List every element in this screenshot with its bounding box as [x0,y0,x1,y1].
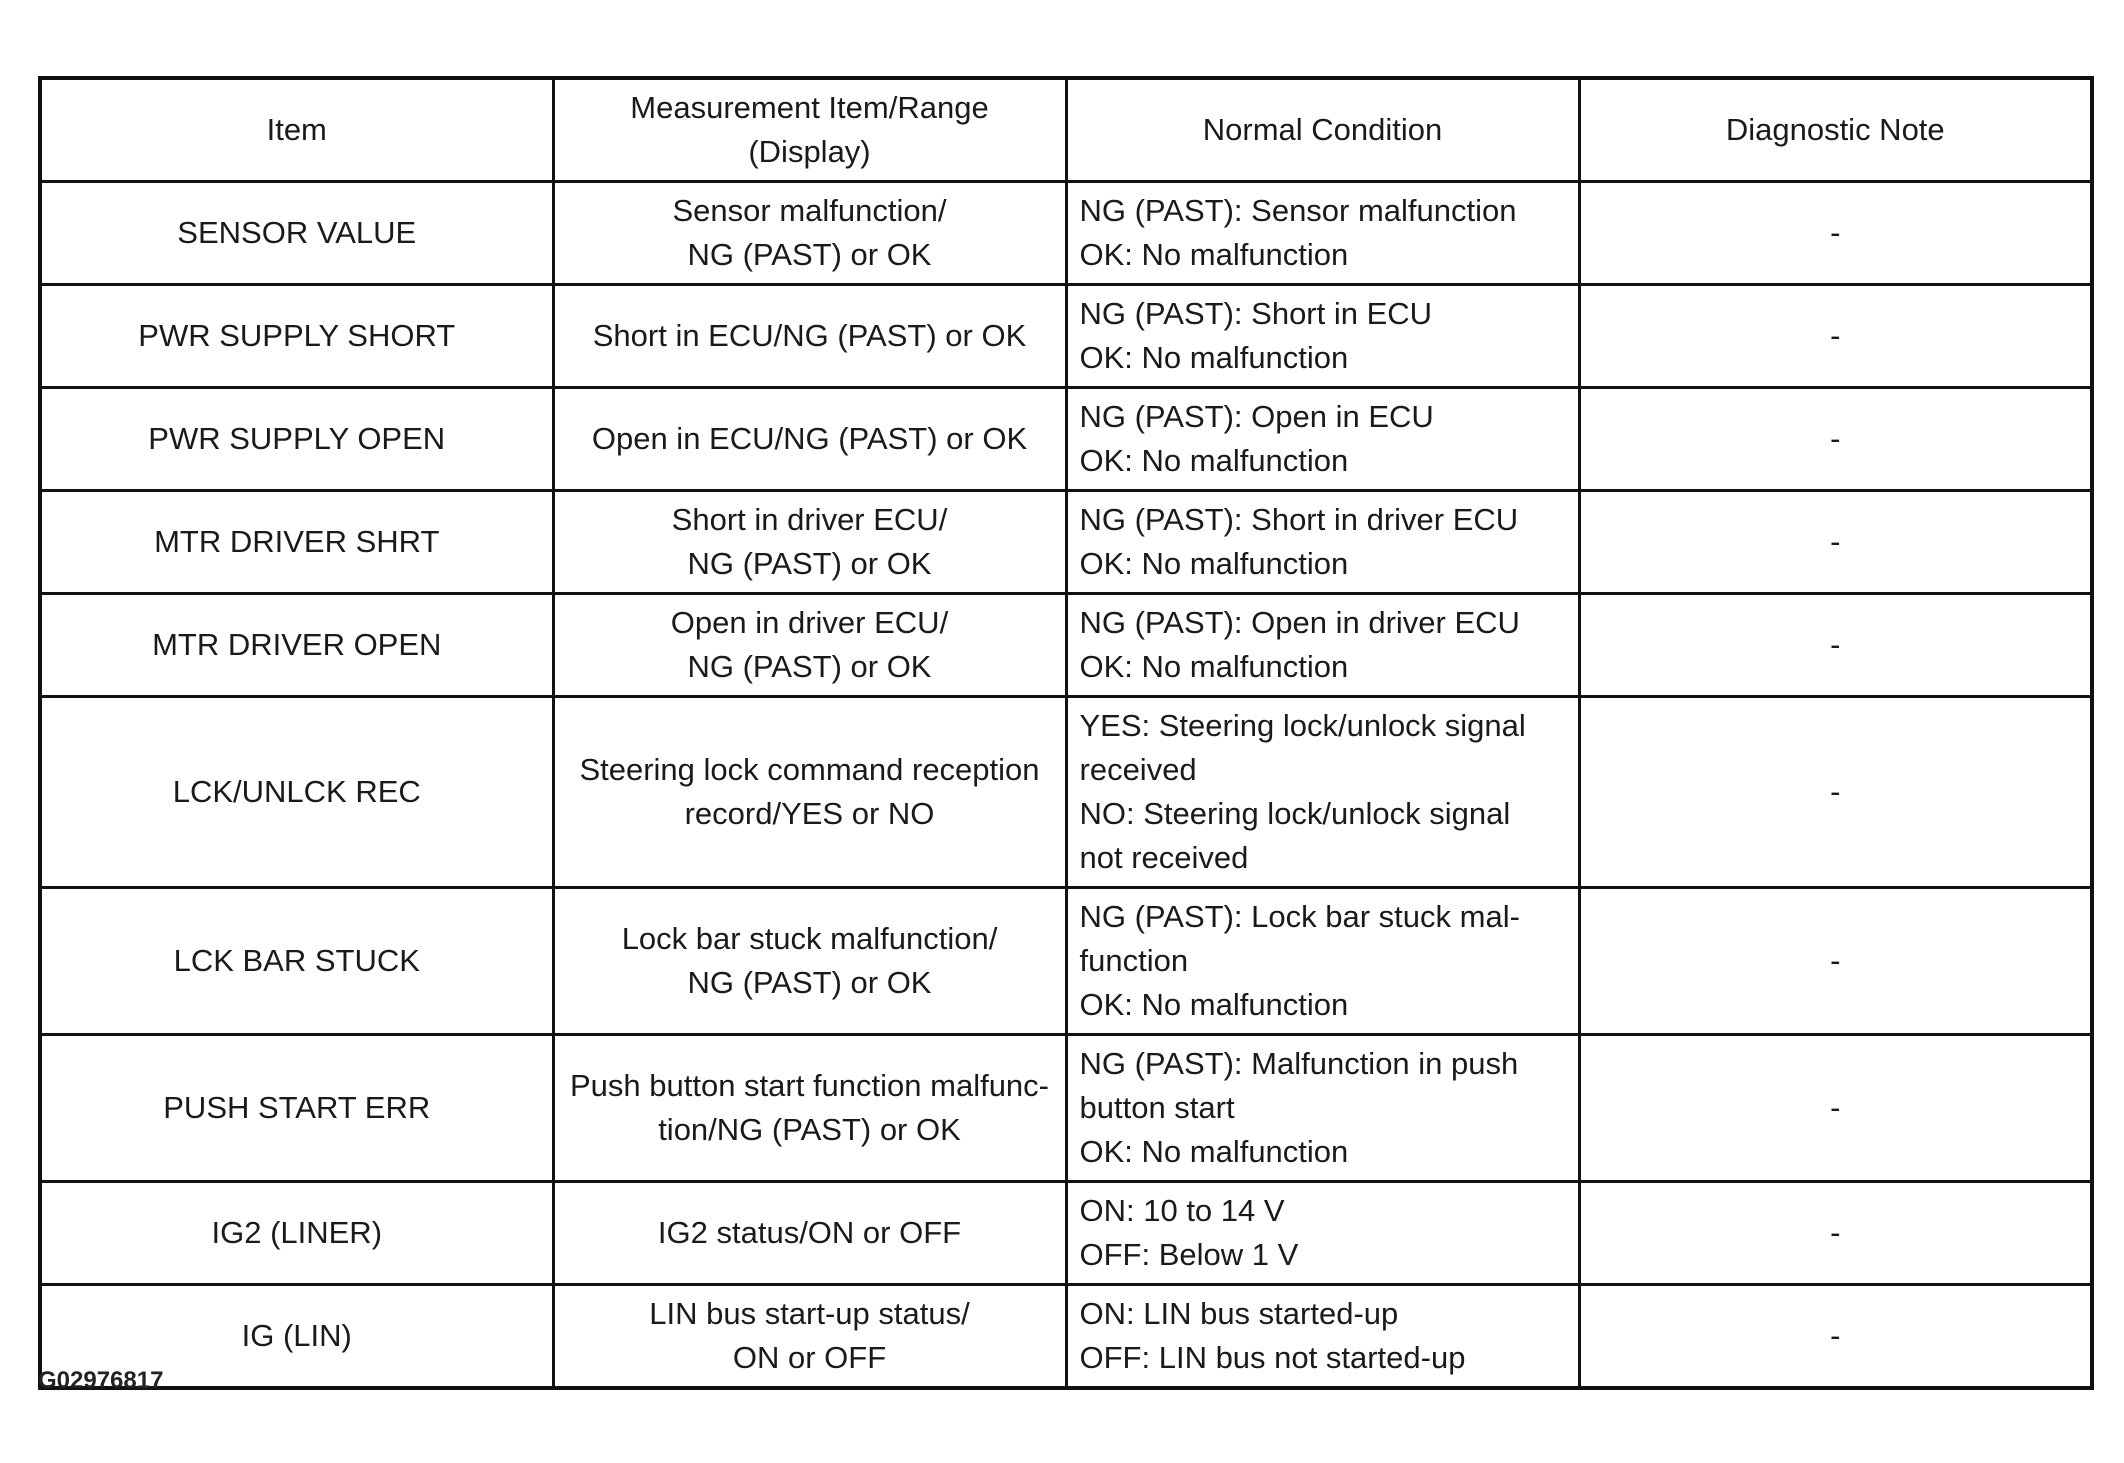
measurement-line: IG2 status/ON or OFF [657,1215,962,1250]
normal-condition-line: not received [1079,840,1249,875]
cell-measurement [553,594,1066,697]
cell-item: MTR DRIVER OPEN [40,594,553,697]
normal-condition-line: button start [1079,1090,1235,1125]
cell-diagnostic-note: - [1579,594,2092,697]
cell-normal-condition [1066,1182,1579,1285]
normal-condition-line: OK: No malfunction [1079,1134,1349,1169]
cell-normal-condition [1066,697,1579,888]
measurement-line: NG (PAST) or OK [687,649,932,684]
cell-diagnostic-note: - [1579,182,2092,285]
normal-condition-line: OK: No malfunction [1079,340,1349,375]
cell-item: MTR DRIVER SHRT [40,491,553,594]
measurement-line: Lock bar stuck malfunction/ [621,921,998,956]
table-row [40,285,2092,388]
cell-diagnostic-note: - [1579,491,2092,594]
normal-condition-line: NG (PAST): Short in driver ECU [1079,502,1519,537]
cell-measurement [553,1035,1066,1182]
cell-diagnostic-note: - [1579,285,2092,388]
cell-diagnostic-note: - [1579,1035,2092,1182]
cell-diagnostic-note: - [1579,388,2092,491]
table-body [40,182,2092,1389]
figure-id: G02976817 [38,1367,164,1394]
normal-condition-line: NG (PAST): Malfunction in push [1079,1046,1519,1081]
cell-diagnostic-note: - [1579,1285,2092,1389]
normal-condition-line: OK: No malfunction [1079,443,1349,478]
measurement-line: NG (PAST) or OK [687,546,932,581]
normal-condition-line: OK: No malfunction [1079,546,1349,581]
cell-item: LCK BAR STUCK [40,888,553,1035]
table-row [40,697,2092,888]
cell-normal-condition [1066,491,1579,594]
cell-normal-condition [1066,1035,1579,1182]
cell-measurement [553,888,1066,1035]
normal-condition-line: OK: No malfunction [1079,987,1349,1022]
table-row [40,888,2092,1035]
table-row [40,594,2092,697]
diagnostic-data-table [38,76,2094,1390]
measurement-line: Steering lock command reception [579,752,1040,787]
cell-measurement [553,697,1066,888]
header-normal-condition: Normal Condition [1066,78,1579,182]
cell-item: IG2 (LINER) [40,1182,553,1285]
cell-normal-condition [1066,182,1579,285]
cell-normal-condition [1066,285,1579,388]
measurement-line: LIN bus start-up status/ [649,1296,970,1331]
normal-condition-line: OFF: Below 1 V [1079,1237,1299,1272]
cell-item: IG (LIN) [40,1285,553,1389]
normal-condition-line: received [1079,752,1197,787]
measurement-line: ON or OFF [732,1340,887,1375]
measurement-line: Short in driver ECU/ [671,502,948,537]
cell-measurement [553,182,1066,285]
cell-measurement [553,491,1066,594]
normal-condition-line: OFF: LIN bus not started-up [1079,1340,1466,1375]
cell-normal-condition [1066,888,1579,1035]
normal-condition-line: OK: No malfunction [1079,649,1349,684]
header-item: Item [40,78,553,182]
normal-condition-line: OK: No malfunction [1079,237,1349,272]
measurement-line: Sensor malfunction/ [672,193,947,228]
measurement-line: Open in ECU/NG (PAST) or OK [591,421,1028,456]
measurement-line: Push button start function malfunc- [569,1068,1050,1103]
normal-condition-line: NG (PAST): Sensor malfunction [1079,193,1517,228]
normal-condition-line: NG (PAST): Lock bar stuck mal- [1079,899,1520,934]
normal-condition-line: NG (PAST): Open in ECU [1079,399,1434,434]
cell-normal-condition [1066,594,1579,697]
header-measurement: Measurement Item/Range (Display) [553,78,1066,182]
cell-item: SENSOR VALUE [40,182,553,285]
cell-item: PWR SUPPLY OPEN [40,388,553,491]
table-row [40,1182,2092,1285]
cell-diagnostic-note: - [1579,1182,2092,1285]
cell-measurement [553,1285,1066,1389]
table-row [40,1285,2092,1389]
table-row [40,1035,2092,1182]
normal-condition-line: function [1079,943,1189,978]
cell-normal-condition [1066,388,1579,491]
normal-condition-line: ON: LIN bus started-up [1079,1296,1399,1331]
normal-condition-line: NG (PAST): Short in ECU [1079,296,1433,331]
header-diagnostic-note: Diagnostic Note [1579,78,2092,182]
diagnostic-table-container [38,76,2090,1390]
table-row [40,491,2092,594]
measurement-line: NG (PAST) or OK [687,237,932,272]
measurement-line: Short in ECU/NG (PAST) or OK [592,318,1027,353]
cell-measurement [553,388,1066,491]
measurement-line: record/YES or NO [684,796,935,831]
cell-diagnostic-note: - [1579,697,2092,888]
normal-condition-line: ON: 10 to 14 V [1079,1193,1285,1228]
normal-condition-line: NG (PAST): Open in driver ECU [1079,605,1520,640]
table-row [40,388,2092,491]
measurement-line: NG (PAST) or OK [687,965,932,1000]
cell-item: LCK/UNLCK REC [40,697,553,888]
cell-measurement [553,1182,1066,1285]
cell-item: PUSH START ERR [40,1035,553,1182]
measurement-line: tion/NG (PAST) or OK [658,1112,961,1147]
cell-item: PWR SUPPLY SHORT [40,285,553,388]
normal-condition-line: NO: Steering lock/unlock signal [1079,796,1511,831]
table-row [40,182,2092,285]
cell-measurement [553,285,1066,388]
measurement-line: Open in driver ECU/ [670,605,949,640]
cell-normal-condition [1066,1285,1579,1389]
normal-condition-line: YES: Steering lock/unlock signal [1079,708,1526,743]
cell-diagnostic-note: - [1579,888,2092,1035]
table-header-row [40,78,2092,182]
